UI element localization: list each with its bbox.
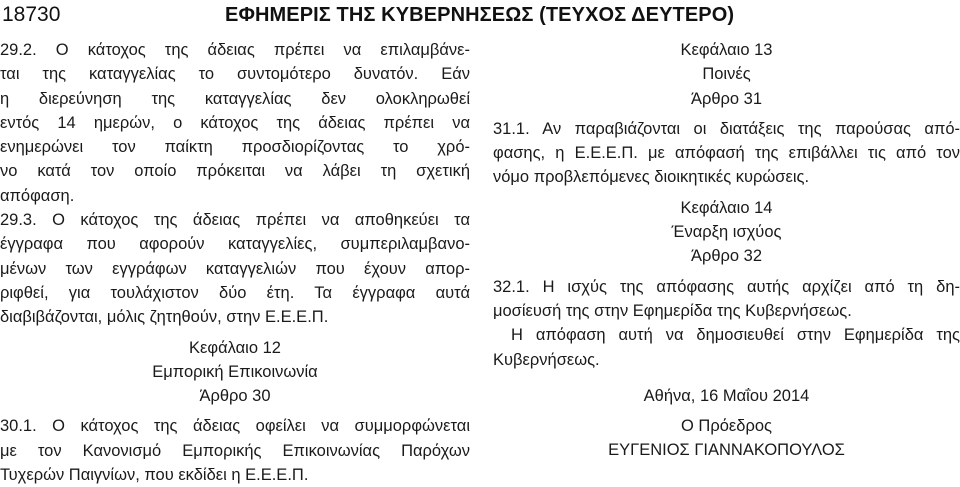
signatory-name: ΕΥΓΕΝΙΟΣ ΓΙΑΝΝΑΚΟΠΟΥΛΟΣ <box>608 441 845 460</box>
text-line: φασης, η Ε.Ε.Ε.Π. με απόφασή της επιβάλλει τις από τον <box>493 144 960 163</box>
text-line: νόμο προβλεπόμενες διοικητικές κυρώσεις. <box>493 168 810 187</box>
chapter-14-heading <box>493 196 960 269</box>
gazette-title: ΕΦΗΜΕΡΙΣ ΤΗΣ ΚΥΒΕΡΝΗΣΕΩΣ (ΤΕΥΧΟΣ ΔΕΥΤΕΡΟ) <box>225 4 735 26</box>
signatory-role: Ο Πρόεδρος <box>681 417 772 436</box>
text-line: με τον Κανονισμό Εμπορικής Επικοινωνίας Παρόχων <box>0 441 470 460</box>
chapter-title: Εμπορική Επικοινωνία <box>152 362 318 381</box>
place-date: Αθήνα, 16 Μαΐου 2014 <box>643 386 810 405</box>
text-line: 31.1. Αν παραβιάζονται οι διατάξεις της παρούσας από- <box>493 119 960 138</box>
text-line: μένων των εγγράφων καταγγελιών που έχουν απορ- <box>0 259 470 278</box>
text-line: διαβιβάζονται, μόλις ζητηθούν, στην Ε.Ε.Ε.Π. <box>0 308 329 327</box>
paragraph-29-2 <box>0 38 470 208</box>
chapter-label: Κεφάλαιο 13 <box>680 41 773 59</box>
chapter-12-heading <box>0 336 470 409</box>
page-number: 18730 <box>2 3 61 26</box>
chapter-label: Κεφάλαιο 12 <box>189 338 281 357</box>
paragraph-32-1 <box>493 275 960 324</box>
text-line: Κυβερνήσεως. <box>493 350 600 369</box>
text-line: έγγραφα που αφορούν καταγγελίες, συμπεριλαμβανο- <box>0 235 470 254</box>
article-label: Άρθρο 32 <box>690 247 763 266</box>
chapter-title: Έναρξη ισχύος <box>671 223 782 242</box>
text-line: Τυχερών Παιγνίων, που εκδίδει η Ε.Ε.Ε.Π. <box>0 466 309 485</box>
chapter-13-heading <box>493 38 960 111</box>
text-line: ενημερώνει τον παίκτη προσδιορίζοντας το χρό- <box>0 138 470 157</box>
text-line: ριφθεί, για τουλάχιστον δύο έτη. Τα έγγραφα αυτά <box>0 283 470 302</box>
paragraph-30-1 <box>0 414 470 487</box>
right-column <box>493 38 960 463</box>
paragraph-29-3 <box>0 208 470 329</box>
text-line: 30.1. Ο κάτοχος της άδειας οφείλει να συμμορφώνεται <box>0 417 470 436</box>
text-line: Η απόφαση αυτή να δημοσιευθεί στην Εφημερίδα της <box>511 326 960 345</box>
text-line: 29.2. Ο κάτοχος της άδειας πρέπει να επιλαμβάνε- <box>0 41 470 59</box>
paragraph-31-1 <box>493 117 960 190</box>
text-line: 29.3. Ο κάτοχος της άδειας πρέπει να αποθηκεύει τα <box>0 211 470 230</box>
paragraph-32-2 <box>493 323 960 372</box>
text-line: 32.1. Η ισχύς της απόφασης αυτής αρχίζει από τη δη- <box>493 277 960 296</box>
text-line: ται της καταγγελίας το συντομότερο δυνατόν. Εάν <box>0 65 470 84</box>
text-line: απόφαση. <box>0 186 75 205</box>
text-line: νο κατά τον οποίο πρόκειται να λάβει τη σχετική <box>0 162 470 181</box>
article-label: Άρθρο 31 <box>690 89 763 108</box>
article-label: Άρθρο 30 <box>199 387 271 406</box>
text-line: εντός 14 ημερών, ο κάτοχος της άδειας πρέπει να <box>0 113 470 132</box>
signature-block <box>493 384 960 463</box>
left-column <box>0 38 470 487</box>
page-header <box>0 0 960 30</box>
text-line: η διερεύνηση της καταγγελίας δεν ολοκληρωθεί <box>0 89 470 108</box>
chapter-title: Ποινές <box>702 65 751 84</box>
chapter-label: Κεφάλαιο 14 <box>680 198 773 217</box>
text-line: μοσίευσή της στην Εφημερίδα της Κυβερνήσεως. <box>493 301 852 320</box>
